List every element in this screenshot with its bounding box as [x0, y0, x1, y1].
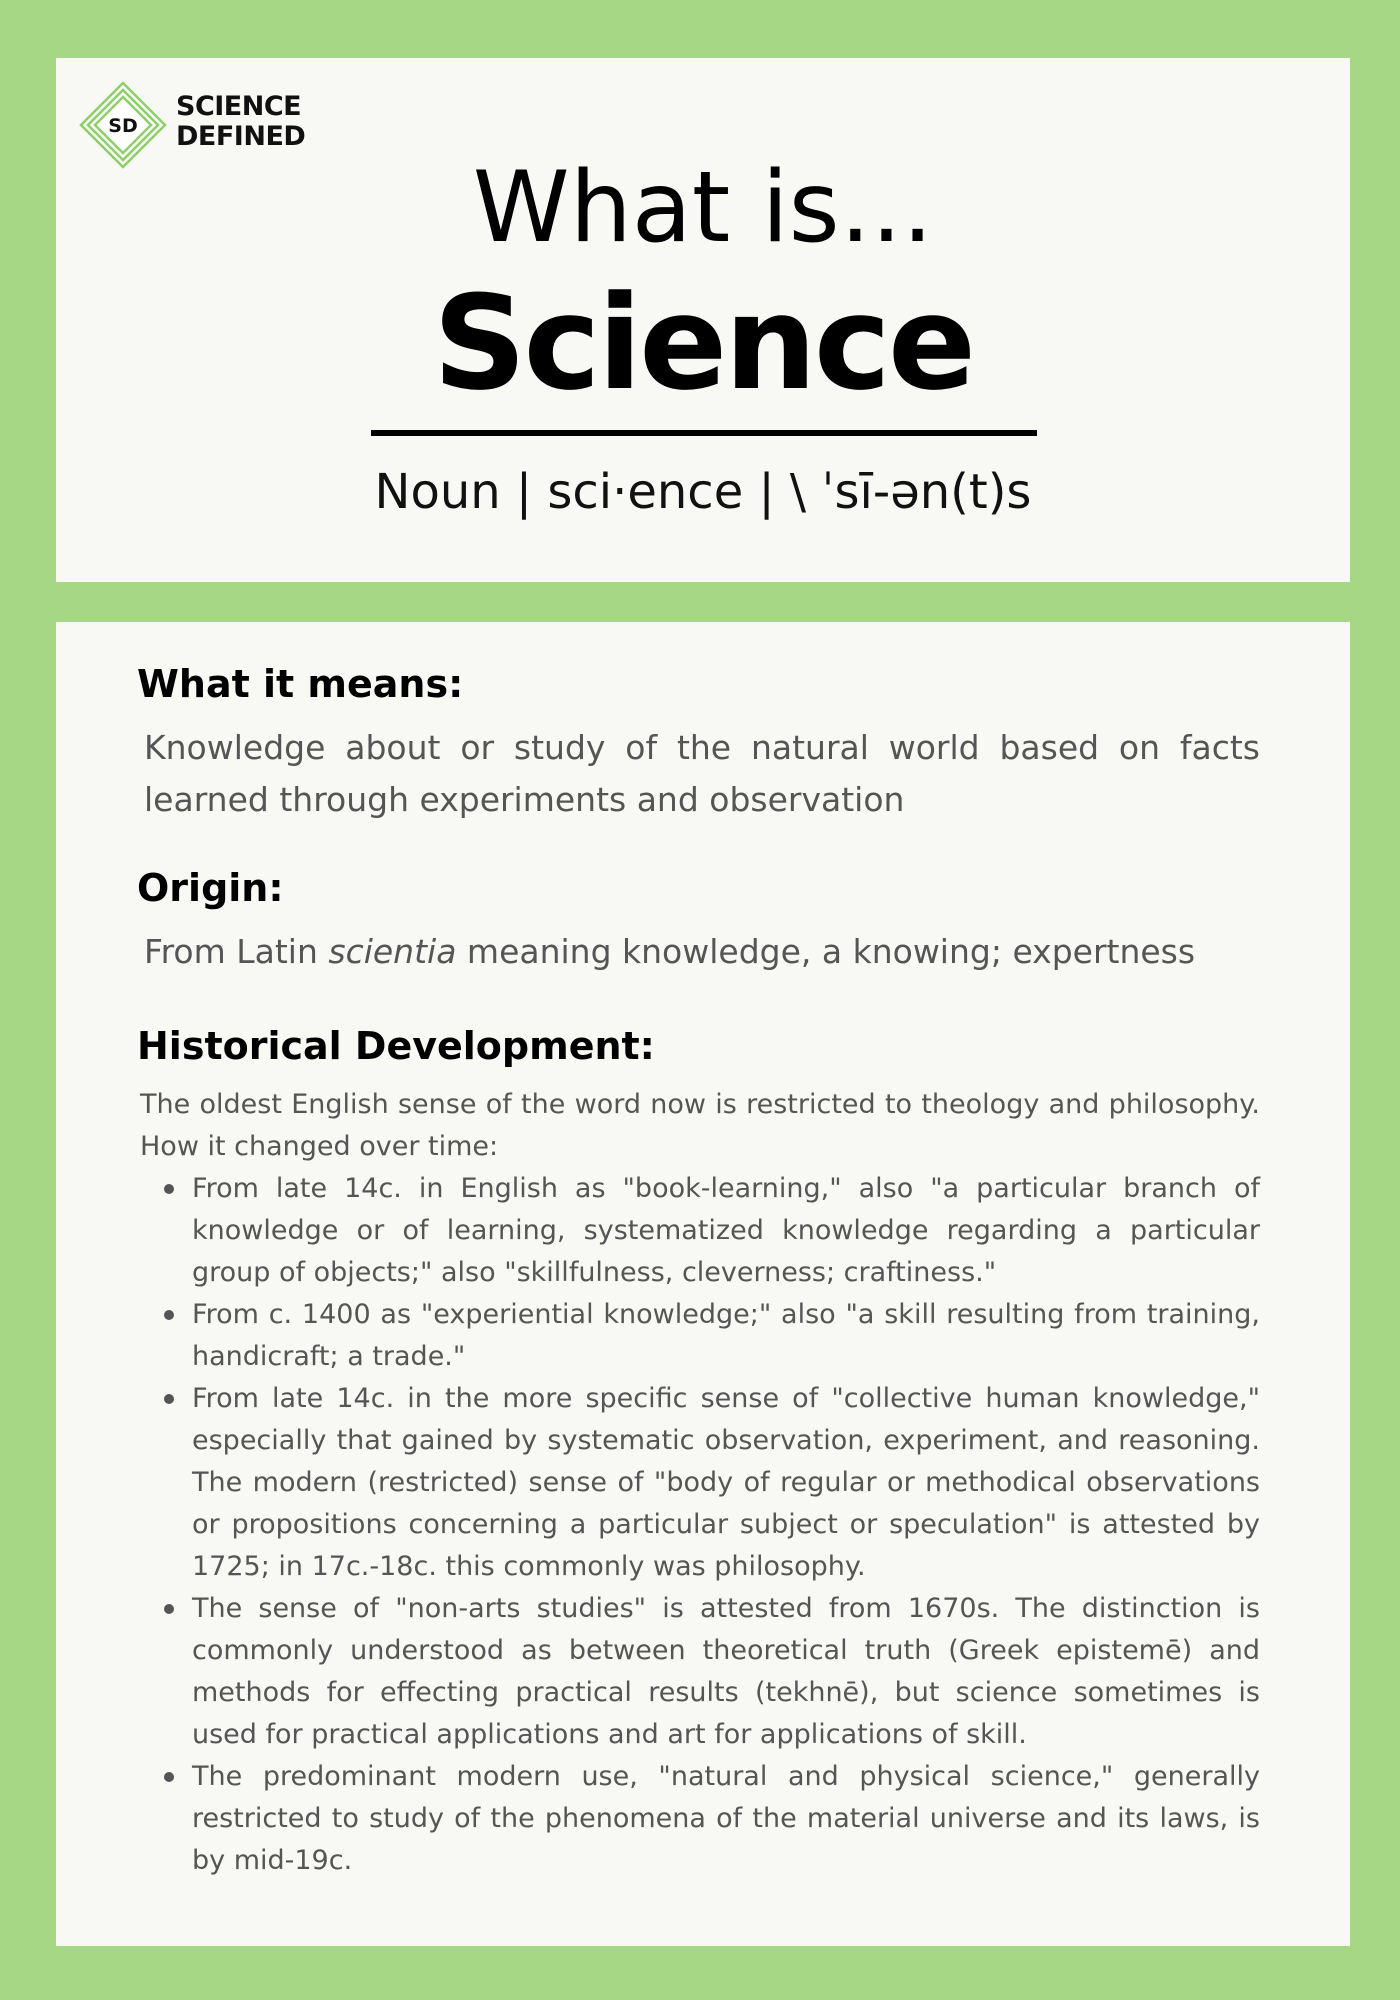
definition-text: Knowledge about or study of the natural world based on facts learned through experiments and observation	[144, 728, 1260, 819]
list-item-text: From late 14c. in the more specific sense of "collective human knowledge," especially that gained by systematic observation, experiment, and reasoning. The modern (restricted) sense of "body of regular or methodical observations or propositions concerning a particular subject or speculation" is attested by 1725; in 17c.-18c. this commonly was philosophy.	[192, 1383, 1260, 1582]
list-item-text: From late 14c. in English as "book-learning," also "a particular branch of knowledge or of learning, systematized knowledge regarding a particular group of objects;" also "skillfulness, cleverness; craftiness."	[192, 1173, 1260, 1288]
logo-line-1: SCIENCE	[176, 91, 302, 122]
content-card	[56, 622, 1350, 1946]
definition-heading: What it means:	[137, 662, 464, 706]
logo-wordmark	[176, 92, 305, 152]
bullet-icon	[164, 1772, 174, 1782]
title-divider	[371, 430, 1037, 436]
title-word: Science	[432, 267, 974, 419]
list-item	[140, 1756, 1260, 1882]
origin-latin-word: scientia	[328, 932, 457, 971]
logo-mark-text: SD	[108, 115, 138, 137]
history-list	[140, 1168, 1260, 1882]
list-item	[140, 1588, 1260, 1756]
bullet-icon	[164, 1604, 174, 1614]
list-item	[140, 1294, 1260, 1378]
history-heading: Historical Development:	[137, 1024, 655, 1068]
list-item-text: From c. 1400 as "experiential knowledge;" also "a skill resulting from training, handicraft; a trade."	[192, 1299, 1260, 1372]
bullet-icon	[164, 1310, 174, 1320]
list-item-text: The sense of "non-arts studies" is attested from 1670s. The distinction is commonly understood as between theoretical truth (Greek epistemē) and methods for effecting practical results (tekhnē), but science sometimes is used for practical applications and art for applications of skill.	[192, 1593, 1260, 1750]
pronunciation: Noun | sci·ence | \ ˈsī-ən(t)s	[374, 464, 1032, 520]
logo-line-2: DEFINED	[176, 121, 306, 152]
bullet-icon	[164, 1184, 174, 1194]
origin-text-after: meaning knowledge, a knowing; expertness	[456, 932, 1196, 971]
title-card	[56, 58, 1350, 582]
origin-heading: Origin:	[137, 866, 284, 910]
history-section	[140, 1084, 1260, 1882]
title-intro: What is...	[472, 151, 934, 265]
bullet-icon	[164, 1394, 174, 1404]
list-item-text: The predominant modern use, "natural and physical science," generally restricted to study of the phenomena of the material universe and its laws, is by mid-19c.	[192, 1761, 1260, 1876]
list-item	[140, 1168, 1260, 1294]
origin-text	[144, 926, 1260, 978]
history-intro: The oldest English sense of the word now is restricted to theology and philosophy. How it changed over time:	[140, 1089, 1260, 1162]
list-item	[140, 1378, 1260, 1588]
origin-text-before: From Latin	[144, 932, 329, 971]
